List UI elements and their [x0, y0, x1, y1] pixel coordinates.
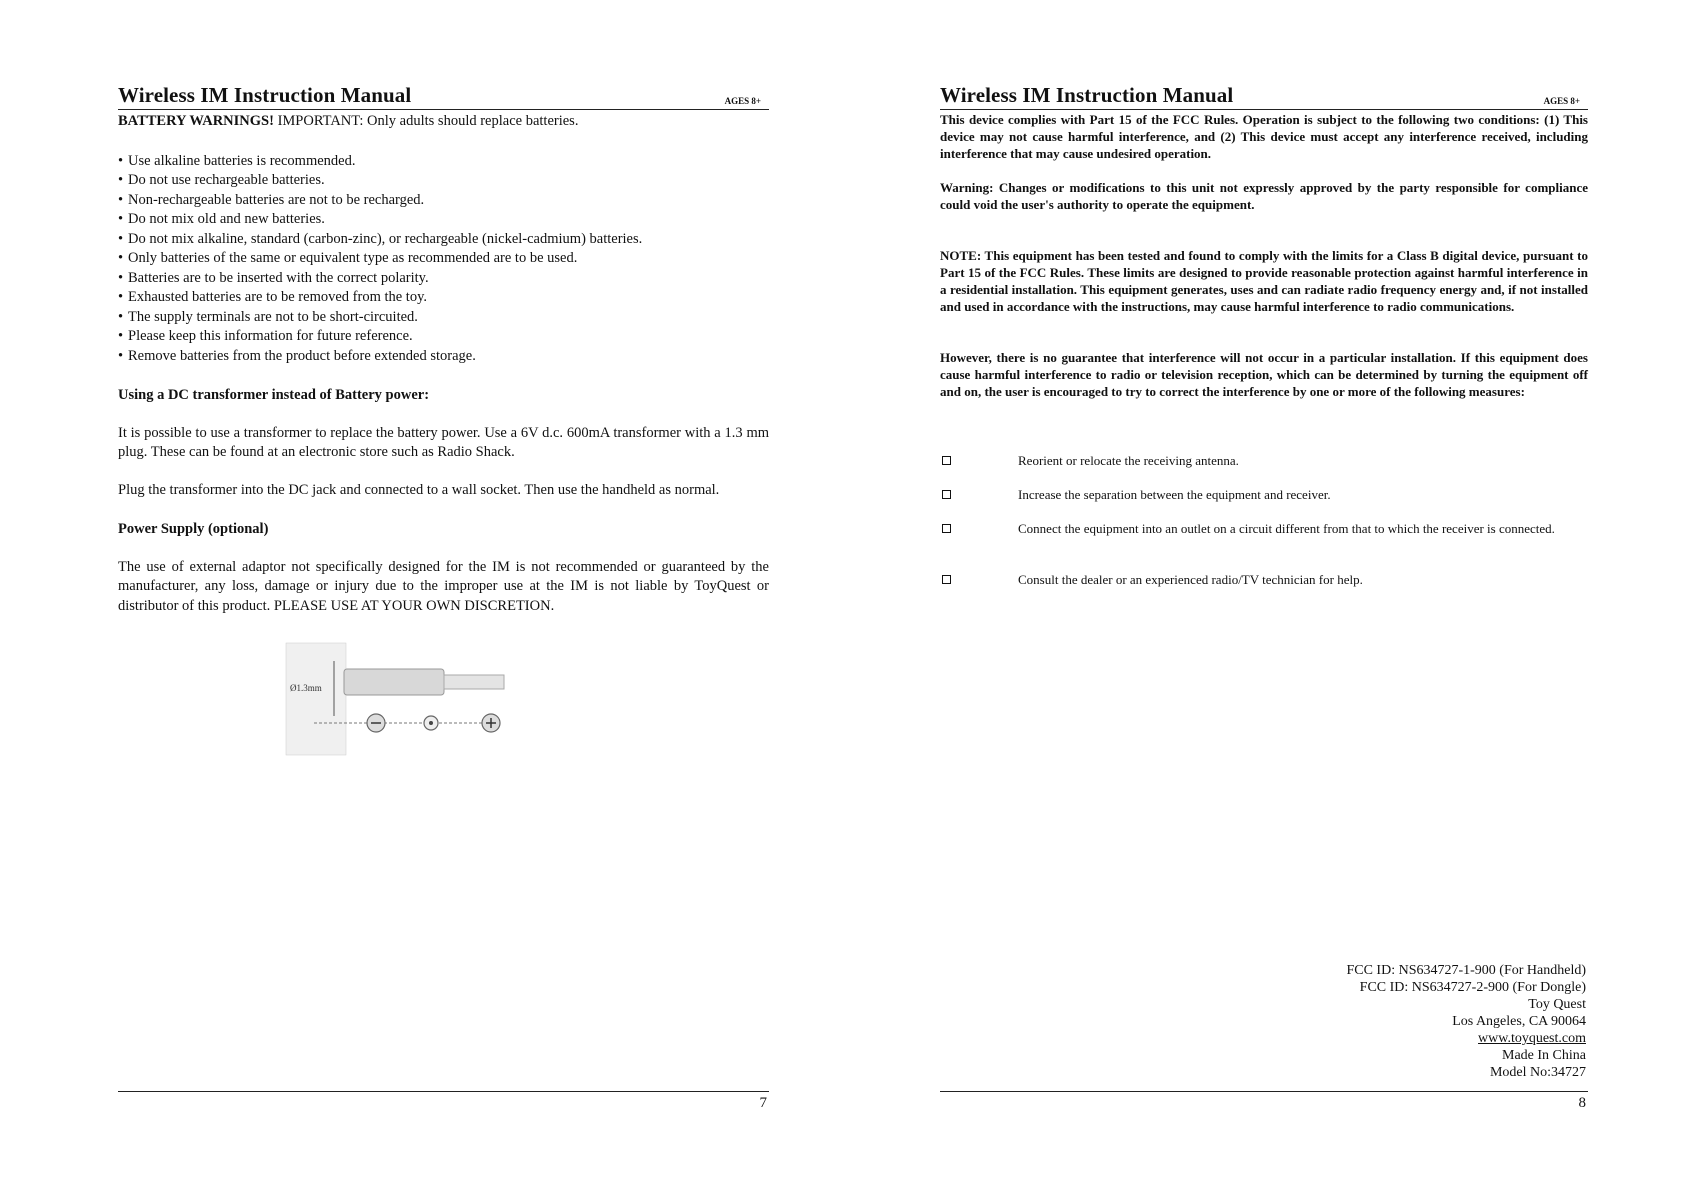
battery-warning	[118, 112, 769, 132]
measure-text: Reorient or relocate the receiving antenna.	[1018, 453, 1239, 468]
dc-plug-diagram	[284, 641, 524, 759]
model-number: Model No:34727	[1489, 1065, 1586, 1080]
measure-text: Consult the dealer or an experienced radio/TV technician for help.	[1018, 572, 1363, 587]
plug-illustration	[284, 641, 524, 759]
list-item: • Remove batteries from the product before extended storage.	[118, 347, 769, 367]
power-supply-heading: Power Supply (optional)	[118, 521, 269, 537]
plug-diameter-label: Ø1.3mm	[290, 683, 322, 693]
measure-item	[940, 453, 1588, 469]
checkbox-square-icon	[942, 575, 951, 584]
however-paragraph: However, there is no guarantee that interference will not occur in a particular installation. If this equipment does cause harmful interference to radio or television reception, which can be determined by turning the equipment off and on, the user is encouraged to try to correct the interference by one or more of the following measures:	[940, 350, 1588, 399]
list-item: • Please keep this information for future reference.	[118, 327, 769, 347]
measure-item	[940, 487, 1588, 503]
company-city: Los Angeles, CA 90064	[1452, 1014, 1586, 1029]
made-in: Made In China	[1502, 1048, 1586, 1063]
list-item: • Do not use rechargeable batteries.	[118, 171, 769, 191]
age-rating: AGES 8+	[724, 96, 761, 106]
fcc-id-handheld: FCC ID: NS634727-1-900 (For Handheld)	[1346, 963, 1586, 978]
list-item: • Batteries are to be inserted with the correct polarity.	[118, 269, 769, 289]
list-item: • Non-rechargeable batteries are not to be recharged.	[118, 191, 769, 211]
checkbox-square-icon	[942, 456, 951, 465]
battery-warning-text: IMPORTANT: Only adults should replace batteries.	[277, 113, 579, 129]
left-page-header	[118, 83, 769, 110]
list-item: • Use alkaline batteries is recommended.	[118, 152, 769, 172]
measure-text: Increase the separation between the equipment and receiver.	[1018, 487, 1331, 502]
footer-divider	[118, 1091, 769, 1092]
dc-transformer-paragraph-1: It is possible to use a transformer to replace the battery power. Use a 6V d.c. 600mA transformer with a 1.3 mm plug. These can be found at an electronic store such as Radio Shack.	[118, 424, 769, 460]
measure-item	[940, 572, 1588, 588]
dc-transformer-paragraph-2: Plug the transformer into the DC jack and connected to a wall socket. Then use the handheld as normal.	[118, 481, 720, 498]
list-item: • Exhausted batteries are to be removed from the toy.	[118, 288, 769, 308]
note-paragraph: NOTE: This equipment has been tested and found to comply with the limits for a Class B digital device, pursuant to Part 15 of the FCC Rules. These limits are designed to provide reasonable protection against harmful interference in a residential installation. This equipment generates, uses and can radiate radio frequency energy and, if not installed and used in accordance with the instructions, may cause harmful interference to radio communications.	[940, 248, 1588, 314]
manual-title: Wireless IM Instruction Manual	[940, 83, 1234, 107]
list-item: • The supply terminals are not to be short-circuited.	[118, 308, 769, 328]
age-rating: AGES 8+	[1543, 96, 1580, 106]
website-link[interactable]: www.toyquest.com	[1478, 1031, 1586, 1046]
list-item: • Only batteries of the same or equivalent type as recommended are to be used.	[118, 249, 769, 269]
manual-title: Wireless IM Instruction Manual	[118, 83, 412, 107]
warning-paragraph: Warning: Changes or modifications to this unit not expressly approved by the party responsible for compliance could void the user's authority to operate the equipment.	[940, 180, 1588, 212]
measure-text: Connect the equipment into an outlet on a circuit different from that to which the receiver is connected.	[1018, 521, 1555, 536]
right-page-header	[940, 83, 1588, 110]
power-supply-paragraph: The use of external adaptor not specifically designed for the IM is not recommended or guaranteed by the manufacturer, any loss, damage or injury due to the improper use at the IM is not liable by ToyQuest or distributor of this product. PLEASE USE AT YOUR OWN DISCRETION.	[118, 558, 769, 614]
checkbox-square-icon	[942, 490, 951, 499]
footer-divider	[940, 1091, 1588, 1092]
page-number: 7	[759, 1095, 767, 1111]
list-item: • Do not mix old and new batteries.	[118, 210, 769, 230]
checkbox-square-icon	[942, 524, 951, 533]
dc-transformer-heading: Using a DC transformer instead of Battery power:	[118, 387, 430, 403]
fcc-id-dongle: FCC ID: NS634727-2-900 (For Dongle)	[1359, 980, 1586, 995]
company-name: Toy Quest	[1528, 997, 1586, 1012]
battery-warning-label: BATTERY WARNINGS!	[118, 113, 274, 129]
left-page-content	[118, 112, 769, 616]
fcc-compliance-paragraph: This device complies with Part 15 of the FCC Rules. Operation is subject to the following two conditions: (1) This device may not cause harmful interference, and (2) This device must accept any interference received, including interference that may cause undesired operation.	[940, 112, 1588, 161]
contact-block	[1346, 962, 1586, 1081]
page-number: 8	[1578, 1095, 1586, 1111]
list-item: • Do not mix alkaline, standard (carbon-zinc), or rechargeable (nickel-cadmium) batteries.	[118, 230, 769, 250]
battery-bullet-list	[118, 152, 769, 367]
measure-item	[940, 521, 1588, 537]
